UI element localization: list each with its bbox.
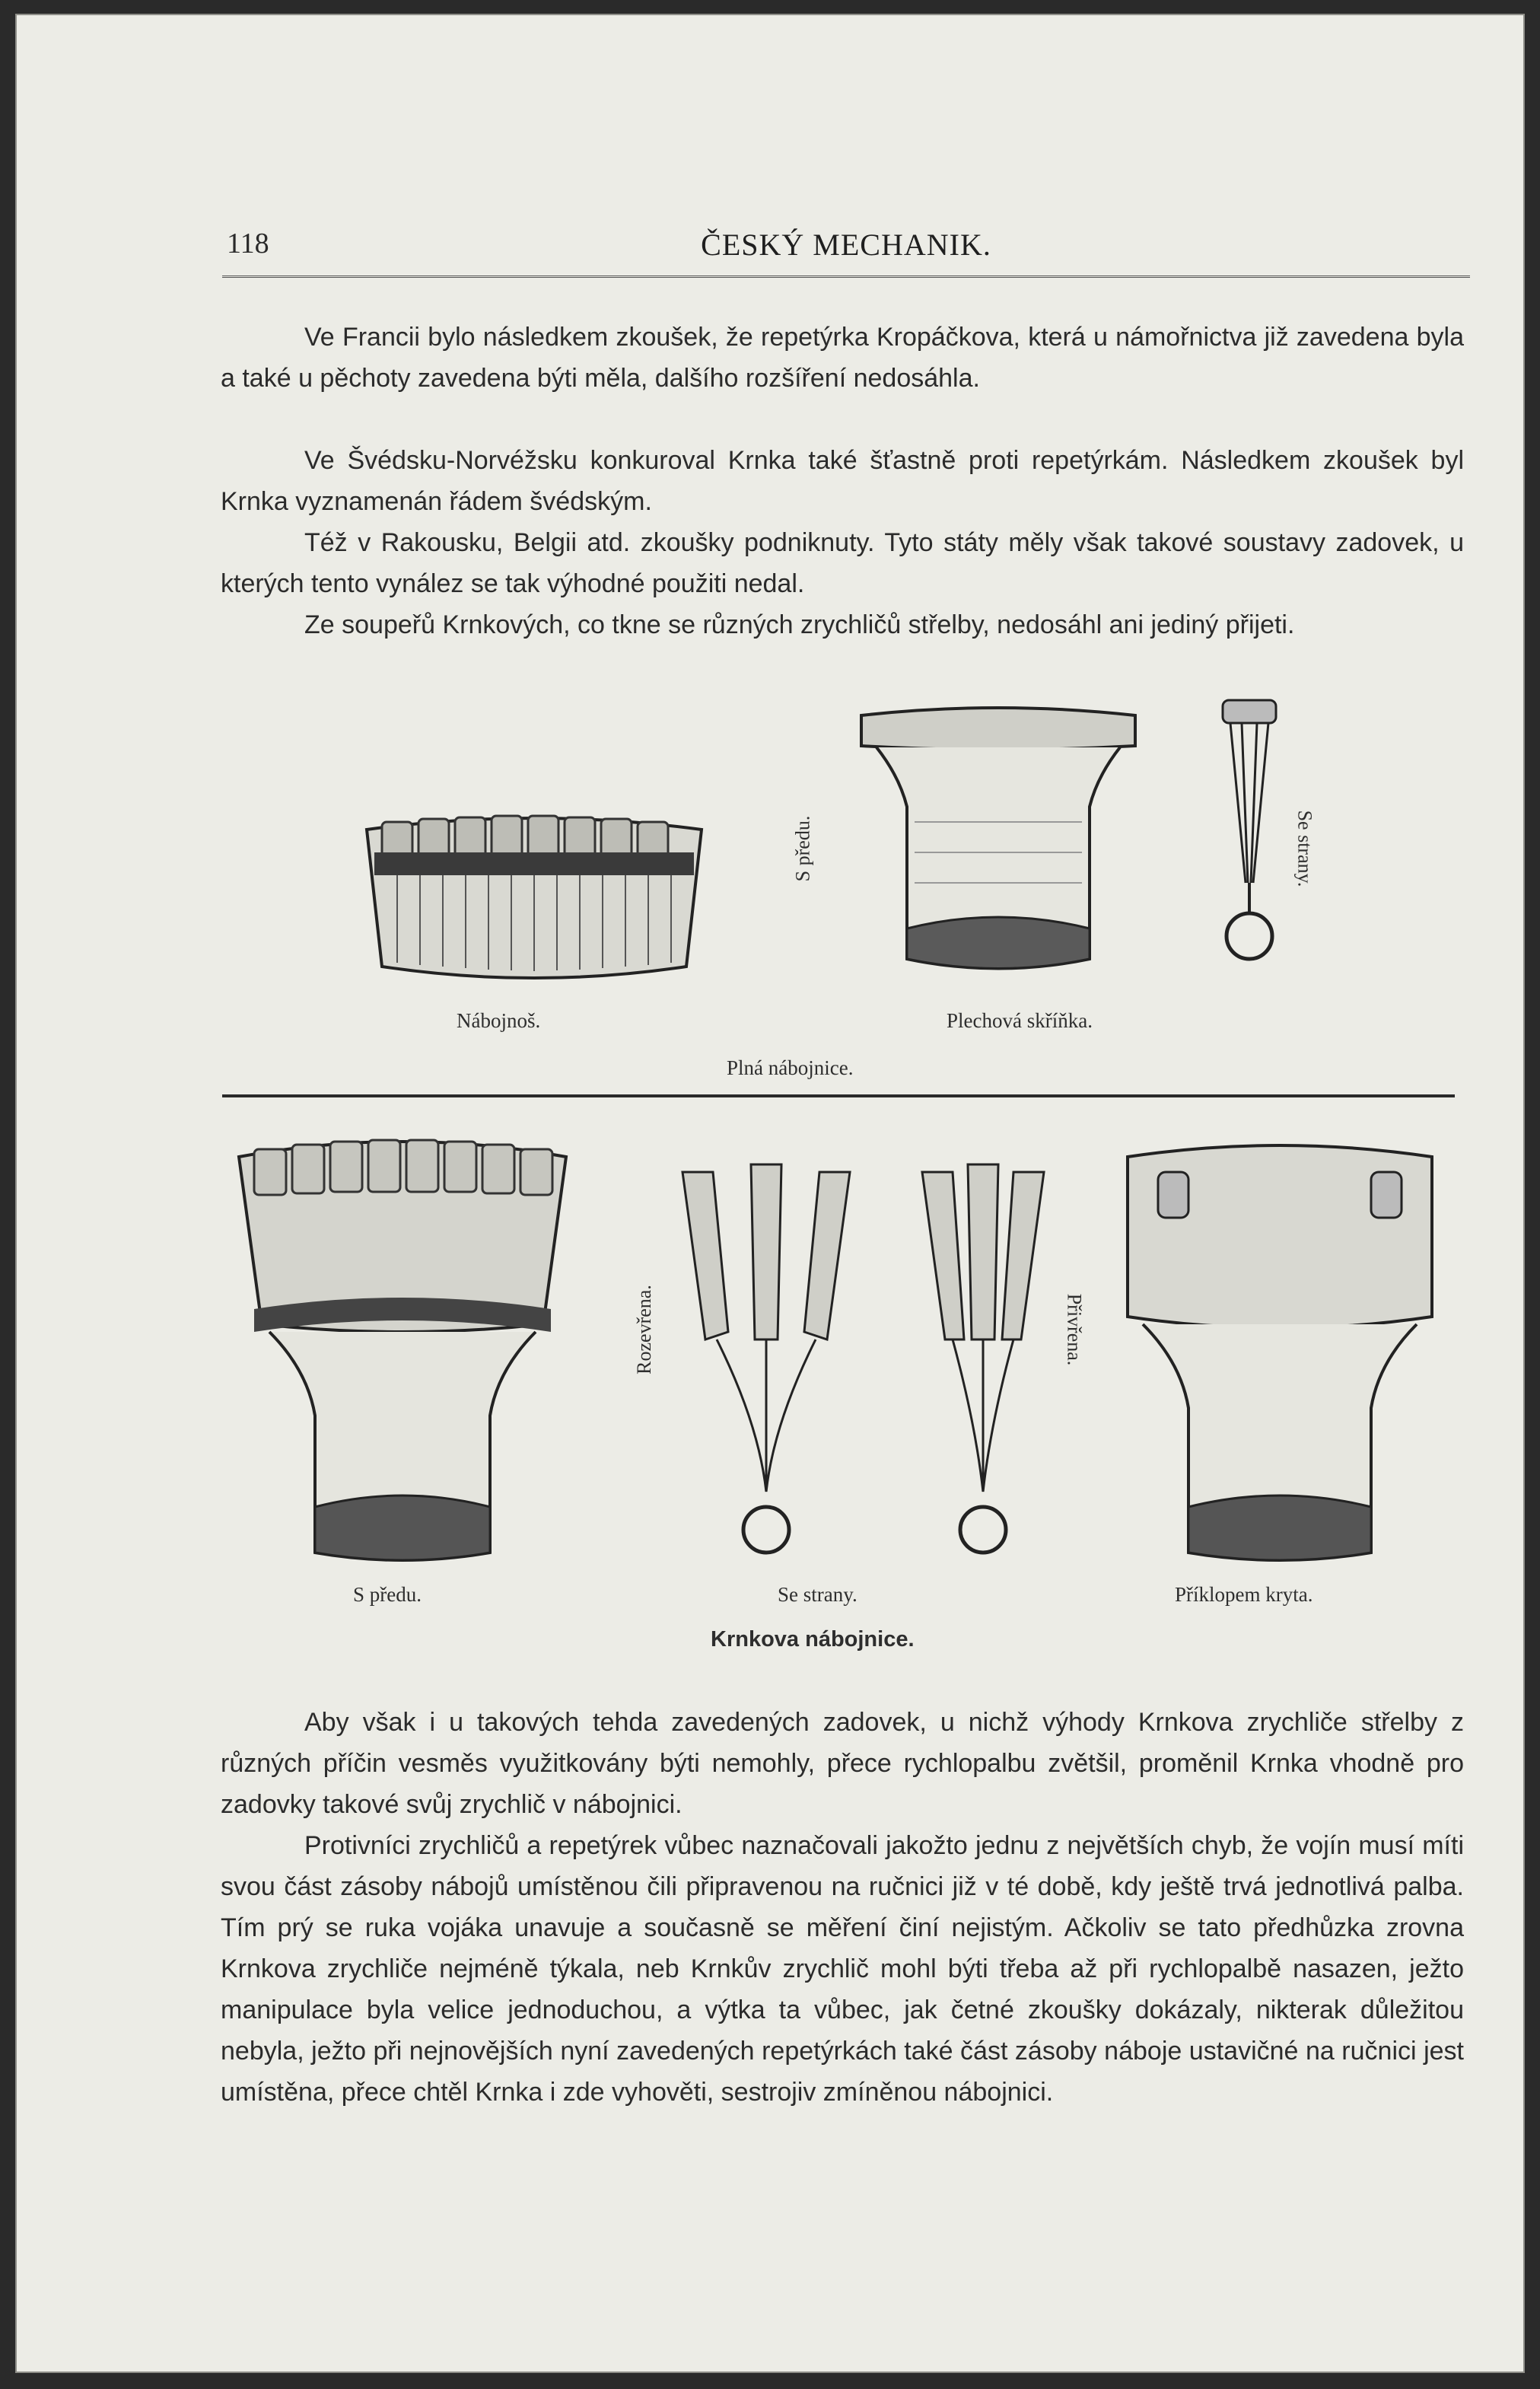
paragraph-rivals: Ze soupeřů Krnkových, co tkne se různých zrychličů střelby, nedosáhl ani jediný přijeti. xyxy=(304,610,1295,639)
book-page xyxy=(15,14,1525,2373)
label-top-side: Se strany. xyxy=(1293,810,1316,887)
tin-box-front-illustration xyxy=(854,700,1143,989)
label-top-front: S předu. xyxy=(791,815,814,882)
caption-tin-box: Plechová skříňka. xyxy=(947,1009,1093,1032)
caption-cover: Příklopem kryta. xyxy=(1175,1583,1313,1606)
pouch-covered-illustration xyxy=(1112,1134,1447,1568)
paragraph-austria: Též v Rakousku, Belgii atd. zkoušky podniknuty. Tyto státy měly však takové soustavy zadovek, u kterých tento vynález se tak výhodné použiti nedal. xyxy=(221,528,1464,598)
paragraph-pouch-intro: Aby však i u takových tehda zavedených zadovek, u nichž výhody Krnkova zrychliče střelby z různých příčin vesměs využitkovány býti nemohly, přece rychlopalbu zvětšil, proměnil Krnka vhodně pro zadovky takové svůj zrychlič v nábojnici. xyxy=(221,1708,1464,1819)
running-title: ČESKÝ MECHANIK. xyxy=(701,228,991,262)
label-open: Rozevřena. xyxy=(632,1285,655,1374)
pouch-front-illustration xyxy=(224,1126,581,1568)
paragraph-france: Ve Francii bylo následkem zkoušek, že repetýrka Kropáčkova, která u námořnictva již zavedena byla a také u pěchoty zavedena býti měla, dalšího rozšíření nedosáhla. xyxy=(221,323,1464,393)
caption-front: S předu. xyxy=(353,1583,422,1606)
label-closed: Přivřena. xyxy=(1063,1293,1086,1366)
tin-box-side-illustration xyxy=(1204,693,1295,989)
pouch-closed-illustration xyxy=(892,1157,1074,1560)
caption-full-pouch: Plná nábojnice. xyxy=(727,1056,854,1079)
figure-title: Krnkova nábojnice. xyxy=(711,1627,915,1652)
paragraph-sweden: Ve Švédsku-Norvéžsku konkuroval Krnka také šťastně proti repetýrkám. Následkem zkoušek byl Krnka vyznamenán řádem švédským. xyxy=(221,446,1464,516)
header-rule xyxy=(222,276,1470,278)
page-number: 118 xyxy=(227,228,269,260)
page-header xyxy=(222,221,1470,266)
pouch-open-illustration xyxy=(667,1157,865,1560)
cartridge-holder-illustration xyxy=(352,799,717,997)
paragraph-opponents: Protivníci zrychličů a repetýrek vůbec naznačovali jakožto jednu z největších chyb, že vojín musí míti svou část zásoby nábojů umístěnou čili připravenou na ručnici již v té době, kdy ještě trvá jednotlivá palba. Tím prý se ruka vojáka unavuje a současně se měření činí nejistým. Ačkoliv se tato předhůzka zrovna Krnkova zrychliče nejméně týkala, neb Krnkův zrychlič mohl býti třeba až při rychlopalbě nasazen, ježto manipulace byla velice jednoduchou, a výtka ta vůbec, jak četné zkoušky dokázaly, nikterak důležitou nebyla, ježto při nejnovějších nyní zavedených repetýrkách také část zásoby náboje ustavičné na ručnici jest umístěna, přece chtěl Krnka i zde vyhověti, sestrojiv zmíněnou nábojnici. xyxy=(221,1831,1464,2107)
figure-divider xyxy=(222,1094,1455,1097)
caption-side: Se strany. xyxy=(778,1583,858,1606)
caption-cartridge-holder: Nábojnoš. xyxy=(457,1009,541,1032)
